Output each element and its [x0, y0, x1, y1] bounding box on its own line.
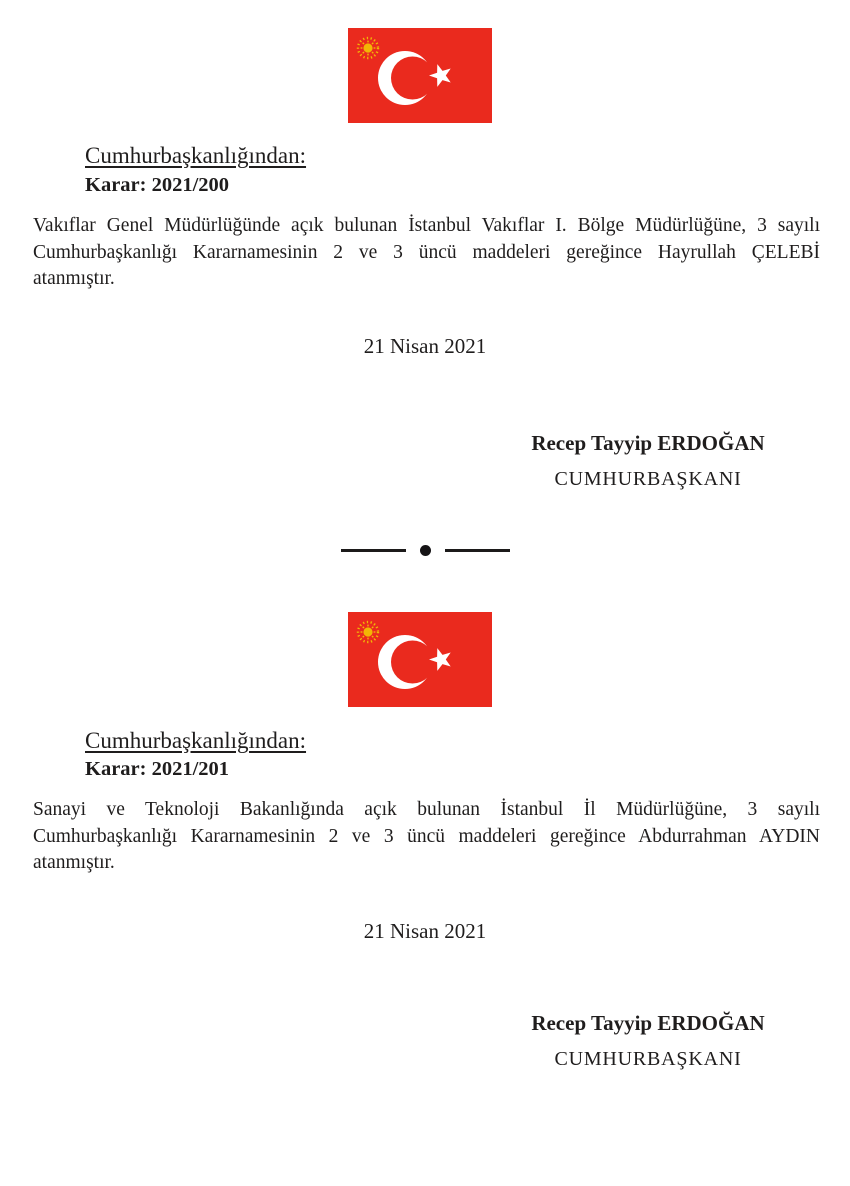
- decree-heading: Cumhurbaşkanlığından:: [85, 143, 307, 168]
- signatory-name: Recep Tayyip ERDOĞAN: [531, 1011, 765, 1035]
- decree-body: Vakıflar Genel Müdürlüğünde açık bulunan İstanbul Vakıflar I. Bölge Müdürlüğüne, 3 sayılı Cumhurbaşkanlığı Kararnamesinin 2 ve 3 üncü maddeleri gereğince Hayrullah ÇELEBİ atanmıştır.: [33, 215, 820, 289]
- decree-body: Sanayi ve Teknoloji Bakanlığında açık bulunan İstanbul İl Müdürlüğüne, 3 sayılı Cumhurbaşkanlığı Kararnamesinin 2 ve 3 üncü maddeleri gereğince Abdurrahman AYDIN atanmıştır.: [33, 799, 820, 873]
- signature-block: [480, 431, 816, 491]
- decree-heading: Cumhurbaşkanlığından:: [85, 728, 307, 753]
- decree-date: 21 Nisan 2021: [363, 919, 487, 943]
- divider-rule-left: [341, 549, 406, 552]
- signatory-title: CUMHURBAŞKANI: [554, 1048, 742, 1070]
- signature-block: [480, 1011, 816, 1071]
- turkish-presidential-flag: [348, 28, 492, 123]
- divider-rule-right: [445, 549, 510, 552]
- decree-date: 21 Nisan 2021: [363, 334, 487, 358]
- decree-number: Karar: 2021/200: [85, 174, 230, 196]
- turkish-presidential-flag: [348, 612, 492, 707]
- signatory-name: Recep Tayyip ERDOĞAN: [531, 431, 765, 455]
- signatory-title: CUMHURBAŞKANI: [554, 468, 742, 490]
- section-divider: [0, 545, 850, 556]
- divider-dot: [420, 545, 431, 556]
- decree-number: Karar: 2021/201: [85, 758, 230, 780]
